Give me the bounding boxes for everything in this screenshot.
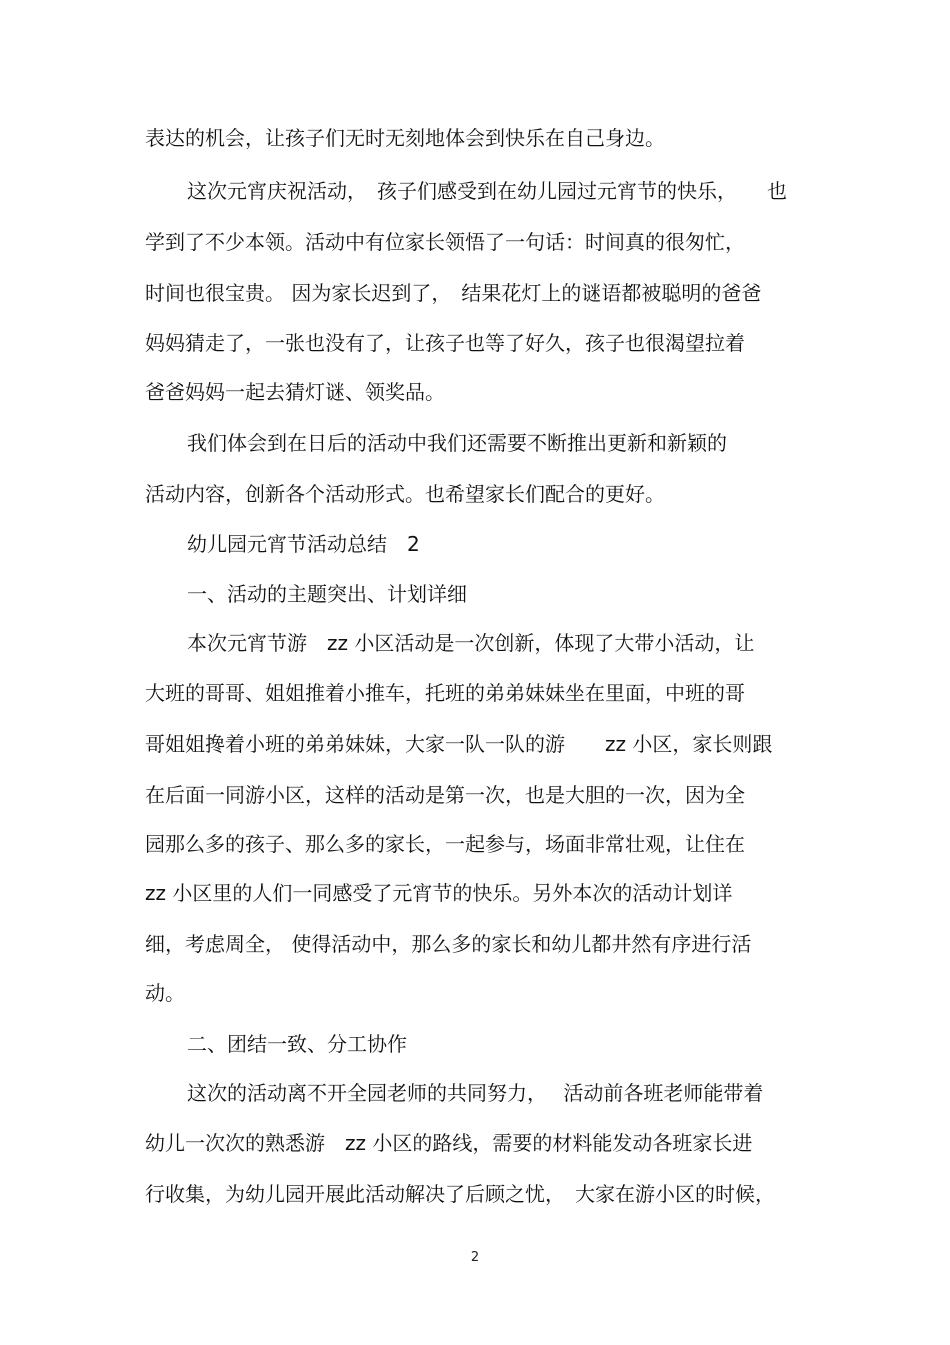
- text-line-22: 行收集，为幼儿园开展此活动解决了后顾之忧， 大家在游小区的时候，: [145, 1182, 775, 1206]
- text-line-17: 细，考虑周全， 使得活动中，那么多的家长和幼儿都井然有序进行活: [145, 932, 752, 956]
- subheading-1: 一、活动的主题突出、计划详细: [187, 582, 467, 606]
- text-line-13: 哥姐姐搀着小班的弟弟妹妹，大家一队一队的游 zz 小区，家长则跟: [145, 732, 773, 756]
- text-line-18: 动。: [145, 981, 185, 1005]
- subheading-2: 二、团结一致、分工协作: [187, 1032, 407, 1056]
- text-line-21: 幼儿一次次的熟悉游 zz 小区的路线，需要的材料能发动各班家长进: [145, 1131, 753, 1155]
- text-line-7: 我们体会到在日后的活动中我们还需要不断推出更新和新颖的: [187, 431, 727, 455]
- text-line-12: 大班的哥哥、姐姐推着小推车，托班的弟弟妹妹坐在里面，中班的哥: [145, 681, 745, 705]
- text-line-8: 活动内容，创新各个活动形式。也希望家长们配合的更好。: [145, 482, 665, 506]
- text-line-14: 在后面一同游小区，这样的活动是第一次，也是大胆的一次，因为全: [145, 783, 745, 807]
- text-line-1: 表达的机会，让孩子们无时无刻地体会到快乐在自己身边。: [145, 126, 665, 150]
- text-line-16: zz 小区里的人们一同感受了元宵节的快乐。另外本次的活动计划详: [145, 881, 733, 905]
- section-title: 幼儿园元宵节活动总结 2: [187, 532, 420, 556]
- text-line-4: 时间也很宝贵。 因为家长迟到了， 结果花灯上的谜语都被聪明的爸爸: [145, 281, 762, 305]
- text-line-5: 妈妈猜走了，一张也没有了，让孩子也等了好久，孩子也很渴望拉着: [145, 331, 745, 355]
- text-line-20: 这次的活动离不开全园老师的共同努力， 活动前各班老师能带着: [187, 1081, 764, 1105]
- text-line-3: 学到了不少本领。活动中有位家长领悟了一句话：时间真的很匆忙，: [145, 230, 745, 254]
- page-number: 2: [470, 1250, 480, 1265]
- text-line-6: 爸爸妈妈一起去猜灯谜、领奖品。: [145, 380, 445, 404]
- text-line-2: 这次元宵庆祝活动， 孩子们感受到在幼儿园过元宵节的快乐， 也: [187, 179, 787, 203]
- text-line-15: 园那么多的孩子、那么多的家长，一起参与，场面非常壮观，让住在: [145, 832, 745, 856]
- text-line-11: 本次元宵节游 zz 小区活动是一次创新，体现了大带小活动，让: [187, 631, 755, 655]
